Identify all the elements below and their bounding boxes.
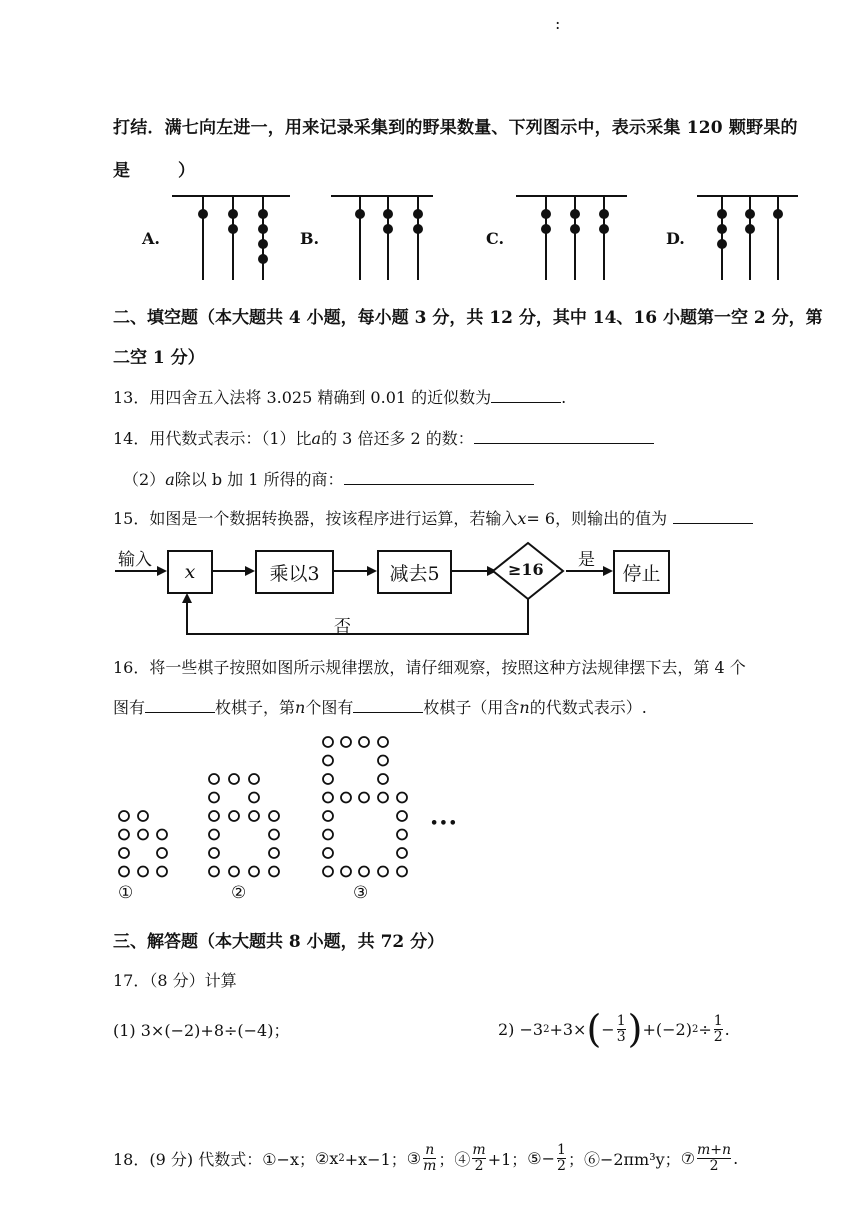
q16-text-d: 枚棋子（用含: [423, 698, 520, 717]
figure-label-3: ③: [353, 883, 369, 903]
q17-p2-exp: 2: [543, 1023, 550, 1035]
flow-no-label: 否: [334, 617, 351, 637]
q18-e5a: ⑤−: [527, 1148, 556, 1168]
chess-piece: [341, 867, 351, 877]
q18-frac5-den: 2: [557, 1157, 566, 1174]
chess-piece: [269, 848, 279, 858]
chess-piece: [323, 811, 333, 821]
q18-e1: ①−x；: [262, 1149, 315, 1169]
q18-e2b: +x−1；: [344, 1149, 407, 1169]
q17-p2-frac2-den: 2: [713, 1028, 723, 1045]
section2-title: 二、填空题（本大题共 4 小题，每小题 3 分，共 12 分，其中 14、16 小题第一空 2 分，第: [113, 308, 823, 328]
chess-piece: [378, 756, 388, 766]
q17-p2-frac1-den: 3: [616, 1028, 626, 1045]
q14-part2-pre: （2）: [123, 470, 166, 489]
q17-p2-tail1: +(−2): [642, 1019, 692, 1039]
q17-p2-frac2-num: 1: [713, 1012, 723, 1029]
q18-e7a: ⑦: [680, 1148, 696, 1168]
chess-piece: [323, 867, 333, 877]
option-d-label: D.: [666, 229, 685, 248]
q18-e3a: ③: [406, 1148, 422, 1168]
q16-text-e: 的代数式表示）.: [529, 698, 647, 717]
chess-piece: [341, 793, 351, 803]
q18-prefix: 18．(9 分) 代数式：: [113, 1149, 263, 1169]
section2-title-cont: 二空 1 分）: [113, 348, 205, 368]
chess-piece: [397, 848, 407, 858]
chess-piece: [119, 811, 129, 821]
chess-piece: [323, 848, 333, 858]
q16-line1: 16．将一些棋子按照如图所示规律摆放，请仔细观察，按照这种方法规律摆下去，第 4 个: [113, 658, 746, 677]
q18-frac5-num: 1: [557, 1142, 566, 1158]
chess-piece: [323, 737, 333, 747]
q16-text-a: 图有: [113, 698, 146, 717]
flow-box-multiply: 乘以3: [255, 550, 334, 594]
chess-piece: [359, 737, 369, 747]
chess-piece: [397, 830, 407, 840]
chess-piece: [249, 774, 259, 784]
q18-e2-exp: 2: [338, 1152, 345, 1164]
q14-var-a: a: [311, 429, 322, 448]
chess-piece: [229, 811, 239, 821]
chess-piece: [341, 737, 351, 747]
q16-text-b: 枚棋子，第: [215, 698, 296, 717]
chess-piece: [249, 811, 259, 821]
chess-piece: [119, 848, 129, 858]
chess-piece: [209, 793, 219, 803]
chess-piece: [378, 793, 388, 803]
q18-frac7: [697, 1143, 731, 1173]
q13-end: .: [561, 388, 567, 407]
q17-p2-tail2: ÷: [698, 1019, 712, 1039]
chess-piece: [209, 774, 219, 784]
q17-title: 17．（8 分）计算: [113, 971, 237, 990]
q15-text: 15．如图是一个数据转换器，按该程序进行运算，若输入: [113, 509, 518, 528]
q17-p2-dot: .: [724, 1019, 730, 1039]
q18-frac3-den: m: [423, 1157, 437, 1174]
q17-p2-frac1: [617, 1014, 626, 1044]
q18-frac3-num: n: [425, 1142, 435, 1158]
chess-piece: [119, 830, 129, 840]
chess-piece: [323, 830, 333, 840]
q14-part2-text: 除以 b 加 1 所得的商：: [174, 470, 344, 489]
q14-part2-var: a: [165, 470, 175, 489]
chess-piece: [323, 793, 333, 803]
flow-box-x: x: [167, 550, 213, 594]
option-a-label: A.: [142, 229, 160, 248]
q17-p2-rparen: ): [627, 1007, 643, 1051]
chess-piece: [397, 811, 407, 821]
chess-piece: [209, 830, 219, 840]
q18-e4a: ；④: [438, 1149, 471, 1169]
chess-piece: [397, 867, 407, 877]
q17-p2-prefix: 2) −3: [498, 1019, 544, 1039]
q17-part2: [498, 1007, 730, 1051]
q18-frac3: [423, 1143, 436, 1173]
q15-var-x: x: [517, 509, 527, 528]
q18-end: .: [733, 1148, 739, 1168]
figure-ellipsis: •••: [430, 816, 458, 831]
q16-var-n-2: n: [519, 698, 530, 717]
chess-piece: [397, 793, 407, 803]
q17-p2-exp2: 2: [691, 1023, 699, 1035]
q18-e4b: +1；: [487, 1149, 528, 1169]
chess-piece: [229, 774, 239, 784]
chess-piece: [209, 848, 219, 858]
figure-label-2: ②: [231, 883, 247, 903]
q14-text: 14．用代数式表示：（1）比: [113, 429, 312, 448]
q16-var-n: n: [295, 698, 306, 717]
figure-label-1: ①: [118, 883, 134, 903]
chess-piece: [209, 867, 219, 877]
chess-piece: [359, 867, 369, 877]
q18-frac7-den: 2: [709, 1157, 719, 1174]
chess-piece: [138, 830, 148, 840]
chess-piece: [323, 774, 333, 784]
q12-line2: 是: [113, 161, 130, 181]
chess-piece: [157, 830, 167, 840]
q18-frac4-den: 2: [474, 1157, 484, 1174]
chess-piece: [157, 867, 167, 877]
section3-title: 三、解答题（本大题共 8 小题，共 72 分）: [113, 932, 445, 952]
chess-piece: [269, 830, 279, 840]
q12-paren: ）: [178, 161, 195, 181]
option-b-label: B.: [300, 229, 320, 248]
q17-p2-frac2: [714, 1014, 723, 1044]
chess-piece: [323, 756, 333, 766]
flow-yes-label: 是: [578, 550, 595, 570]
option-c-label: C.: [486, 229, 505, 248]
chess-piece: [209, 811, 219, 821]
q18-frac7-num: m+n: [697, 1142, 732, 1158]
chess-piece: [359, 793, 369, 803]
chess-piece: [378, 737, 388, 747]
q18-frac4: [472, 1143, 485, 1173]
q18-question: [113, 1143, 738, 1173]
flow-box-subtract: 减去5: [377, 550, 452, 594]
chess-piece: [269, 811, 279, 821]
chess-piece: [119, 867, 129, 877]
q18-e6: ；⑥−2πm³y；: [567, 1149, 681, 1169]
page-mark: :: [555, 14, 561, 33]
chess-piece: [229, 867, 239, 877]
chess-piece: [378, 867, 388, 877]
q15-cond: = 6，则输出的值为: [526, 509, 668, 528]
chess-piece: [269, 867, 279, 877]
chess-piece: [157, 848, 167, 858]
chess-piece: [249, 867, 259, 877]
q17-p2-frac1-num: 1: [616, 1012, 626, 1029]
q17-p2-minus: −: [601, 1019, 615, 1039]
flow-input-label: 输入: [118, 550, 152, 570]
q16-text-c: 个图有: [305, 698, 354, 717]
flow-decision-label: ≥16: [508, 560, 544, 579]
q17-p2-lparen: (: [586, 1007, 602, 1051]
q14-text2: 的 3 倍还多 2 的数：: [321, 429, 474, 448]
q12-line1: 打结．满七向左进一，用来记录采集到的野果数量、下列图示中，表示采集 120 颗野果的: [113, 118, 798, 138]
chess-piece: [378, 774, 388, 784]
q17-p2-mid: +3×: [549, 1019, 587, 1039]
flow-box-stop: 停止: [613, 550, 670, 594]
chess-piece: [249, 793, 259, 803]
q18-frac5: [557, 1143, 566, 1173]
chess-piece: [138, 811, 148, 821]
q17-part1: (1) 3×(−2)+8÷(−4)；: [113, 1021, 290, 1040]
q18-frac4-num: m: [472, 1142, 486, 1158]
q18-e2a: ②x: [314, 1148, 339, 1168]
chess-piece: [138, 867, 148, 877]
q13-text: 13．用四舍五入法将 3.025 精确到 0.01 的近似数为: [113, 388, 492, 407]
